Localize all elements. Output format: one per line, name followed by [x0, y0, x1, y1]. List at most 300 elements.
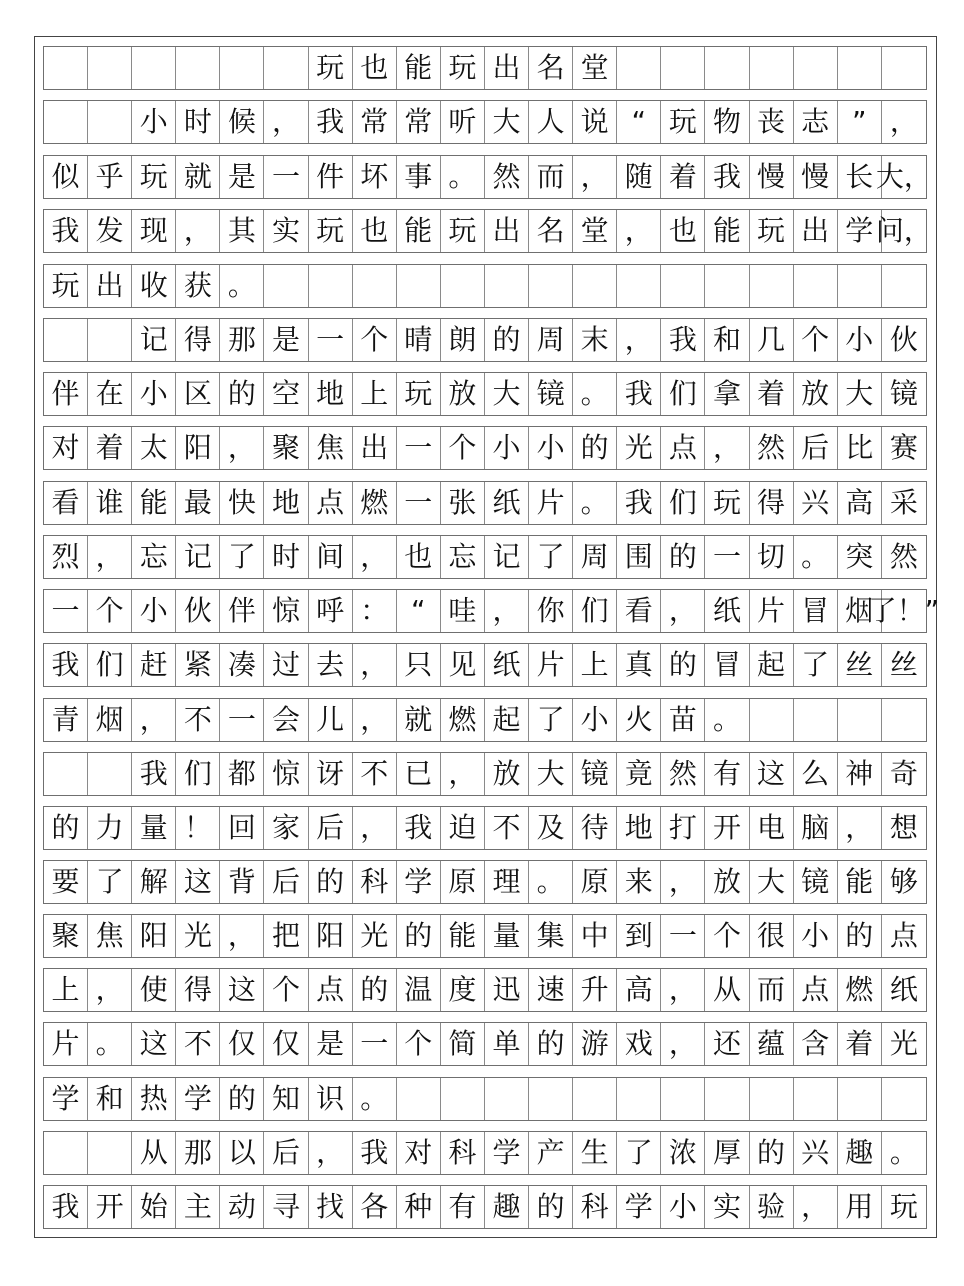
grid-cell: 的	[529, 1186, 573, 1228]
grid-cell: 集	[529, 915, 573, 957]
grid-cell: 常	[353, 101, 397, 143]
grid-cell: 上	[353, 373, 397, 415]
grid-cell: ！	[176, 807, 220, 849]
grid-cell: 我	[661, 319, 705, 361]
grid-cell: 而	[529, 156, 573, 198]
grid-cell: ”	[838, 101, 882, 143]
grid-cell: 是	[220, 156, 264, 198]
grid-cell	[88, 47, 132, 89]
grid-cell: 几	[750, 319, 794, 361]
grid-cell: 待	[573, 807, 617, 849]
grid-cell: 个	[794, 319, 838, 361]
grid-cell: 的	[661, 536, 705, 578]
grid-cell: 了	[529, 536, 573, 578]
grid-cell: 很	[750, 915, 794, 957]
grid-cell	[88, 753, 132, 795]
grid-cell: 采	[889, 486, 918, 519]
grid-cell: 出	[88, 265, 132, 307]
grid-cell: 看	[44, 482, 88, 524]
grid-cell: 科	[441, 1132, 485, 1174]
grid-cell: 度	[441, 969, 485, 1011]
grid-cell: 大	[529, 753, 573, 795]
grid-cell: 理	[485, 861, 529, 903]
grid-cell: 这	[220, 969, 264, 1011]
grid-cell: 一	[44, 590, 88, 632]
grid-cell: 志	[794, 101, 838, 143]
grid-cell	[44, 47, 88, 89]
grid-cell: 实	[264, 210, 308, 252]
grid-cell: ，	[889, 105, 918, 138]
grid-cell: ，	[353, 644, 397, 686]
grid-cell: 识	[309, 1078, 353, 1120]
grid-cell	[882, 699, 926, 741]
grid-cell: 原	[573, 861, 617, 903]
text-row	[43, 481, 927, 525]
grid-cell: 燃	[838, 969, 882, 1011]
grid-cell: ，	[264, 101, 308, 143]
text-row	[43, 100, 927, 144]
grid-cell: 从	[132, 1132, 176, 1174]
grid-cell: 间	[309, 536, 353, 578]
grid-cell: 长	[838, 156, 882, 198]
grid-cell: 要	[44, 861, 88, 903]
grid-cell	[397, 265, 441, 307]
grid-cell: 就	[176, 156, 220, 198]
grid-cell: ，	[617, 210, 661, 252]
grid-cell: 兴	[794, 1132, 838, 1174]
grid-cell	[838, 1078, 882, 1120]
grid-cell: 人	[529, 101, 573, 143]
grid-cell: ，	[88, 969, 132, 1011]
text-row	[43, 155, 932, 199]
grid-cell: 是	[309, 1023, 353, 1065]
grid-cell: 小	[132, 590, 176, 632]
grid-cell: 区	[176, 373, 220, 415]
grid-cell: 寻	[264, 1186, 308, 1228]
grid-cell: 不	[176, 699, 220, 741]
grid-cell: 玩	[705, 482, 749, 524]
grid-cell	[441, 1078, 485, 1120]
grid-cell: 得	[176, 319, 220, 361]
grid-cell: 了	[617, 1132, 661, 1174]
grid-cell	[705, 1078, 749, 1120]
grid-cell: 小	[132, 101, 176, 143]
grid-cell: 一	[397, 427, 441, 469]
grid-cell: 大	[750, 861, 794, 903]
grid-cell: 一	[264, 156, 308, 198]
grid-cell: 种	[397, 1186, 441, 1228]
grid-cell: 的	[309, 861, 353, 903]
grid-cell: 不	[485, 807, 529, 849]
grid-cell: 伙	[176, 590, 220, 632]
grid-cell: 中	[573, 915, 617, 957]
grid-cell: 简	[441, 1023, 485, 1065]
grid-cell: 用	[838, 1186, 882, 1228]
grid-cell: 学	[485, 1132, 529, 1174]
grid-cell: 个	[264, 969, 308, 1011]
grid-cell: 主	[176, 1186, 220, 1228]
grid-cell: 大	[485, 101, 529, 143]
grid-cell: 着	[88, 427, 132, 469]
grid-cell	[882, 1078, 926, 1120]
grid-cell: 燃	[353, 482, 397, 524]
grid-cell: 随	[617, 156, 661, 198]
grid-cell: 燃	[441, 699, 485, 741]
grid-cell: 学	[397, 861, 441, 903]
grid-cell: 的	[529, 1023, 573, 1065]
grid-cell: 家	[264, 807, 308, 849]
grid-cell: 了	[794, 644, 838, 686]
grid-cell: 小	[485, 427, 529, 469]
grid-cell: 焦	[309, 427, 353, 469]
grid-cell: 其	[220, 210, 264, 252]
grid-cell: 生	[573, 1132, 617, 1174]
grid-cell: 戏	[617, 1023, 661, 1065]
grid-cell: ，	[485, 590, 529, 632]
grid-cell: 谁	[88, 482, 132, 524]
grid-cell: 游	[573, 1023, 617, 1065]
grid-cell: 说	[573, 101, 617, 143]
grid-cell: 冒	[705, 644, 749, 686]
text-row	[43, 209, 932, 253]
grid-cell: 。	[573, 482, 617, 524]
grid-cell: ，	[617, 319, 661, 361]
grid-cell: 也	[661, 210, 705, 252]
grid-cell: ，	[441, 753, 485, 795]
grid-cell	[264, 47, 308, 89]
grid-cell: 你	[529, 590, 573, 632]
grid-cell: 神	[838, 753, 882, 795]
grid-cell: 我	[397, 807, 441, 849]
grid-cell: 解	[132, 861, 176, 903]
grid-cell: 点	[794, 969, 838, 1011]
grid-cell: 个	[705, 915, 749, 957]
grid-cell: 起	[750, 644, 794, 686]
grid-cell: 纸	[485, 644, 529, 686]
grid-cell: 紧	[176, 644, 220, 686]
grid-cell: 后	[794, 427, 838, 469]
grid-cell: 。	[529, 861, 573, 903]
grid-cell: 蕴	[750, 1023, 794, 1065]
grid-cell: 找	[309, 1186, 353, 1228]
grid-cell	[617, 47, 661, 89]
grid-cell: 的	[485, 319, 529, 361]
grid-cell: 名	[529, 47, 573, 89]
text-row	[43, 643, 927, 687]
grid-cell: 背	[220, 861, 264, 903]
grid-cell	[309, 265, 353, 307]
grid-cell: 然	[750, 427, 794, 469]
grid-cell: 到	[617, 915, 661, 957]
grid-cell: 片	[529, 482, 573, 524]
grid-cell: ，	[353, 807, 397, 849]
grid-cell: 镜	[573, 753, 617, 795]
grid-cell: 切	[750, 536, 794, 578]
grid-cell: 物	[705, 101, 749, 143]
grid-cell: 把	[264, 915, 308, 957]
grid-cell: 玩	[750, 210, 794, 252]
grid-cell: 阳	[309, 915, 353, 957]
grid-cell: 放	[794, 373, 838, 415]
grid-cell: 慢	[750, 156, 794, 198]
grid-cell: 纸	[889, 973, 918, 1006]
grid-cell	[176, 47, 220, 89]
grid-cell: 候	[220, 101, 264, 143]
grid-cell: 一	[397, 482, 441, 524]
grid-cell: 忘	[132, 536, 176, 578]
grid-cell	[705, 265, 749, 307]
grid-cell: 赶	[132, 644, 176, 686]
grid-cell: 放	[441, 373, 485, 415]
grid-cell: 能	[132, 482, 176, 524]
grid-cell: 高	[617, 969, 661, 1011]
text-row	[43, 968, 927, 1012]
grid-cell: ，	[661, 861, 705, 903]
grid-cell: 能	[838, 861, 882, 903]
grid-cell	[838, 265, 882, 307]
grid-cell: 焦	[88, 915, 132, 957]
grid-cell: 出	[353, 427, 397, 469]
grid-cell: 一	[353, 1023, 397, 1065]
grid-cell	[750, 1078, 794, 1120]
grid-cell: 浓	[661, 1132, 705, 1174]
grid-cell: 快	[220, 482, 264, 524]
grid-cell: 升	[573, 969, 617, 1011]
grid-cell	[573, 265, 617, 307]
grid-cell	[44, 101, 88, 143]
grid-cell: ，	[309, 1132, 353, 1174]
grid-cell: 点	[661, 427, 705, 469]
grid-cell: 迅	[485, 969, 529, 1011]
grid-cell: 都	[220, 753, 264, 795]
grid-cell: 有	[705, 753, 749, 795]
grid-cell: 上	[573, 644, 617, 686]
grid-cell: 堂	[573, 47, 617, 89]
grid-cell: 光	[353, 915, 397, 957]
grid-cell: 玩	[309, 47, 353, 89]
grid-cell: 得	[176, 969, 220, 1011]
grid-cell: ，	[705, 427, 749, 469]
grid-cell: 末	[573, 319, 617, 361]
grid-cell: 我	[44, 644, 88, 686]
grid-cell	[838, 699, 882, 741]
grid-cell: 原	[441, 861, 485, 903]
text-row	[43, 1185, 927, 1229]
grid-cell: 以	[220, 1132, 264, 1174]
grid-cell: 上	[44, 969, 88, 1011]
grid-cell: 那	[176, 1132, 220, 1174]
grid-cell: ，	[88, 536, 132, 578]
grid-cell: 各	[353, 1186, 397, 1228]
grid-cell: ，	[794, 1186, 838, 1228]
grid-cell: 玩	[44, 265, 88, 307]
text-row	[43, 264, 927, 308]
grid-cell	[661, 265, 705, 307]
grid-cell: ，	[220, 427, 264, 469]
grid-cell: 收	[132, 265, 176, 307]
grid-cell: 能	[397, 47, 441, 89]
grid-cell: 量	[132, 807, 176, 849]
grid-cell: 会	[264, 699, 308, 741]
grid-cell: 量	[485, 915, 529, 957]
grid-cell: 一	[705, 536, 749, 578]
grid-cell: 片	[44, 1023, 88, 1065]
grid-cell: 能	[441, 915, 485, 957]
grid-cell: 伙	[889, 323, 918, 356]
grid-cell: 。	[889, 1136, 918, 1169]
grid-cell: 验	[750, 1186, 794, 1228]
grid-cell: 惊	[264, 590, 308, 632]
grid-cell: 够	[889, 865, 918, 898]
grid-cell: 光	[889, 1027, 918, 1060]
grid-cell: 们	[176, 753, 220, 795]
grid-cell: 么	[794, 753, 838, 795]
grid-cell: 烟	[838, 590, 882, 632]
grid-cell: 围	[617, 536, 661, 578]
text-row	[43, 372, 927, 416]
grid-cell: 哇	[441, 590, 485, 632]
grid-cell: 纸	[485, 482, 529, 524]
grid-cell: 从	[705, 969, 749, 1011]
grid-cell	[88, 319, 132, 361]
grid-cell: 我	[705, 156, 749, 198]
grid-cell: 我	[617, 482, 661, 524]
grid-cell: 回	[220, 807, 264, 849]
text-row	[43, 1077, 927, 1121]
grid-cell: ，	[661, 1023, 705, 1065]
grid-cell: 周	[529, 319, 573, 361]
grid-cell: 开	[88, 1186, 132, 1228]
grid-cell: 产	[529, 1132, 573, 1174]
grid-cell: 地	[617, 807, 661, 849]
grid-cell: 趣	[485, 1186, 529, 1228]
grid-cell	[88, 101, 132, 143]
grid-cell: 单	[485, 1023, 529, 1065]
grid-cell: ，	[132, 699, 176, 741]
grid-cell: 不	[176, 1023, 220, 1065]
grid-cell: 玩	[661, 101, 705, 143]
grid-cell: 忘	[441, 536, 485, 578]
grid-cell	[132, 47, 176, 89]
grid-cell: 阳	[132, 915, 176, 957]
grid-cell: 和	[705, 319, 749, 361]
grid-cell: 着	[750, 373, 794, 415]
grid-cell: 朗	[441, 319, 485, 361]
grid-cell: 电	[750, 807, 794, 849]
grid-cell: 着	[661, 156, 705, 198]
grid-cell: 的	[220, 373, 264, 415]
grid-cell: 动	[220, 1186, 264, 1228]
text-row	[43, 752, 927, 796]
grid-cell: 大，	[875, 160, 932, 193]
grid-cell: 。	[573, 373, 617, 415]
grid-cell: 及	[529, 807, 573, 849]
grid-cell: 小	[529, 427, 573, 469]
grid-cell: 不	[353, 753, 397, 795]
grid-cell: 点	[309, 482, 353, 524]
grid-cell: 出	[485, 210, 529, 252]
grid-cell: 就	[397, 699, 441, 741]
grid-cell: 着	[838, 1023, 882, 1065]
grid-cell: 烈	[44, 536, 88, 578]
grid-cell	[220, 47, 264, 89]
grid-cell	[264, 265, 308, 307]
grid-cell: 们	[661, 482, 705, 524]
grid-cell: 我	[44, 210, 88, 252]
grid-cell: 比	[838, 427, 882, 469]
grid-cell	[88, 1132, 132, 1174]
grid-cell: 出	[794, 210, 838, 252]
grid-cell: 始	[132, 1186, 176, 1228]
grid-cell: 的	[44, 807, 88, 849]
grid-cell: 伴	[220, 590, 264, 632]
grid-cell: 个	[88, 590, 132, 632]
grid-cell: 的	[397, 915, 441, 957]
grid-cell: 后	[264, 1132, 308, 1174]
grid-cell: 一	[220, 699, 264, 741]
grid-cell: 然	[661, 753, 705, 795]
grid-cell: ，	[220, 915, 264, 957]
text-row	[43, 860, 927, 904]
grid-cell: 的	[838, 915, 882, 957]
grid-cell: 放	[705, 861, 749, 903]
grid-cell: 片	[750, 590, 794, 632]
grid-cell	[661, 1078, 705, 1120]
grid-cell: 伴	[44, 373, 88, 415]
grid-cell: 青	[44, 699, 88, 741]
grid-cell	[485, 265, 529, 307]
grid-cell: 只	[397, 644, 441, 686]
grid-cell: 小	[661, 1186, 705, 1228]
grid-cell: 知	[264, 1078, 308, 1120]
grid-cell: 兴	[794, 482, 838, 524]
grid-cell	[794, 699, 838, 741]
grid-cell: 个	[353, 319, 397, 361]
grid-cell	[794, 1078, 838, 1120]
grid-cell: 问，	[875, 214, 932, 247]
grid-cell: 时	[264, 536, 308, 578]
grid-cell: 温	[397, 969, 441, 1011]
grid-cell	[44, 319, 88, 361]
grid-cell: 玩	[441, 47, 485, 89]
grid-cell: 迫	[441, 807, 485, 849]
grid-cell: 看	[617, 590, 661, 632]
grid-cell	[617, 1078, 661, 1120]
grid-cell: 现	[132, 210, 176, 252]
grid-cell: 镜	[529, 373, 573, 415]
grid-cell: 那	[220, 319, 264, 361]
grid-cell: 个	[397, 1023, 441, 1065]
grid-cell: 记	[132, 319, 176, 361]
grid-cell: 小	[132, 373, 176, 415]
grid-cell: 这	[176, 861, 220, 903]
grid-cell: 和	[88, 1078, 132, 1120]
grid-cell: 常	[397, 101, 441, 143]
grid-cell: 出	[485, 47, 529, 89]
grid-cell: 晴	[397, 319, 441, 361]
grid-cell: 还	[705, 1023, 749, 1065]
grid-cell	[44, 753, 88, 795]
grid-cell: 脑	[794, 807, 838, 849]
grid-cell: 凑	[220, 644, 264, 686]
grid-cell: 能	[705, 210, 749, 252]
grid-cell: ，	[353, 536, 397, 578]
grid-cell: 实	[705, 1186, 749, 1228]
grid-cell: 然	[889, 540, 918, 573]
grid-cell: 地	[309, 373, 353, 415]
grid-cell: 。	[794, 536, 838, 578]
grid-cell: 也	[353, 210, 397, 252]
